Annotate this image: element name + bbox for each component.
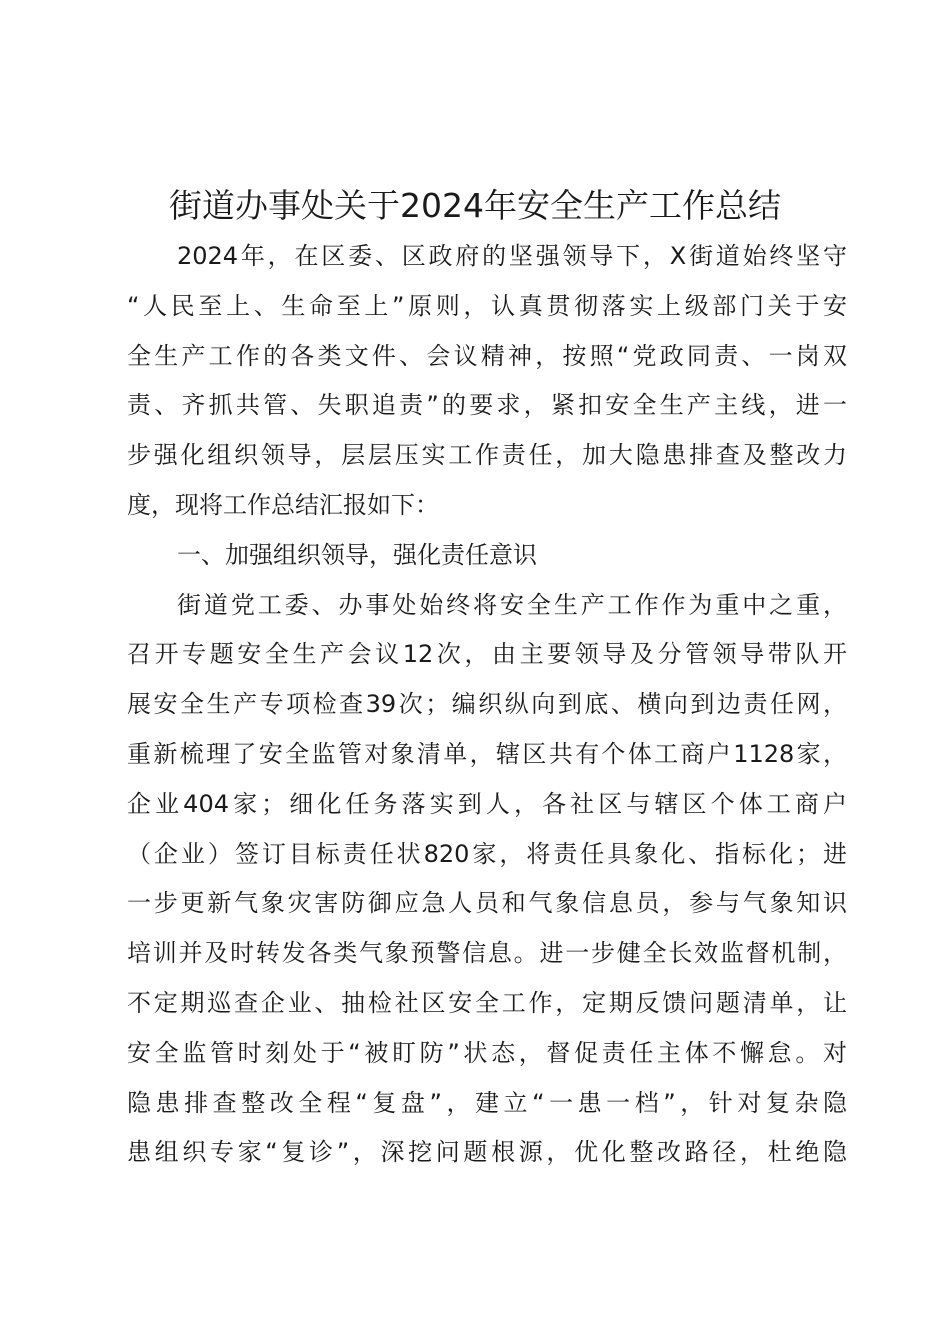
- paragraph-line: 度，现将工作总结汇报如下：: [127, 490, 439, 519]
- paragraph-line: 隐患排查整改全程“复盘”，建立“一患一档”，针对复杂隐: [127, 1088, 847, 1117]
- paragraph-line: 责、齐抓共管、失职追责”的要求，紧扣安全生产主线，进一: [127, 391, 847, 420]
- paragraph-line: 召开专题安全生产会议12次，由主要领导及分管领导带队开: [127, 640, 847, 669]
- paragraph-line: 全生产工作的各类文件、会议精神，按照“党政同责、一岗双: [127, 341, 847, 370]
- paragraph-line: 一步更新气象灾害防御应急人员和气象信息员，参与气象知识: [127, 889, 847, 918]
- paragraph-line: 患组织专家“复诊”，深挖问题根源，优化整改路径，杜绝隐: [127, 1138, 847, 1167]
- paragraph-line: 2024年，在区委、区政府的坚强领导下，X街道始终坚守: [177, 242, 847, 270]
- paragraph-line: 不定期巡查企业、抽检社区安全工作，定期反馈问题清单，让: [127, 988, 847, 1017]
- paragraph-line: （企业）签订目标责任状820家，将责任具象化、指标化；进: [127, 839, 847, 868]
- document-title: 街道办事处关于2024年安全生产工作总结: [169, 186, 781, 225]
- paragraph-line: 步强化组织领导，层层压实工作责任，加大隐患排查及整改力: [127, 441, 847, 470]
- paragraph-line: 企业404家；细化任务落实到人，各社区与辖区个体工商户: [127, 789, 847, 818]
- paragraph-line: “人民至上、生命至上”原则，认真贯彻落实上级部门关于安: [127, 291, 847, 320]
- paragraph-line: 展安全生产专项检查39次；编织纵向到底、横向到边责任网，: [127, 690, 847, 719]
- paragraph-line: 街道党工委、办事处始终将安全生产工作作为重中之重，: [177, 590, 847, 619]
- document-body: [127, 232, 847, 1178]
- paragraph-line: 培训并及时转发各类气象预警信息。进一步健全长效监督机制，: [127, 939, 847, 968]
- paragraph-line: 重新梳理了安全监管对象清单，辖区共有个体工商户1128家，: [127, 739, 847, 768]
- section-heading: 一、加强组织领导，强化责任意识: [177, 540, 537, 569]
- paragraph-line: 安全监管时刻处于“被盯防”状态，督促责任主体不懈怠。对: [127, 1038, 847, 1067]
